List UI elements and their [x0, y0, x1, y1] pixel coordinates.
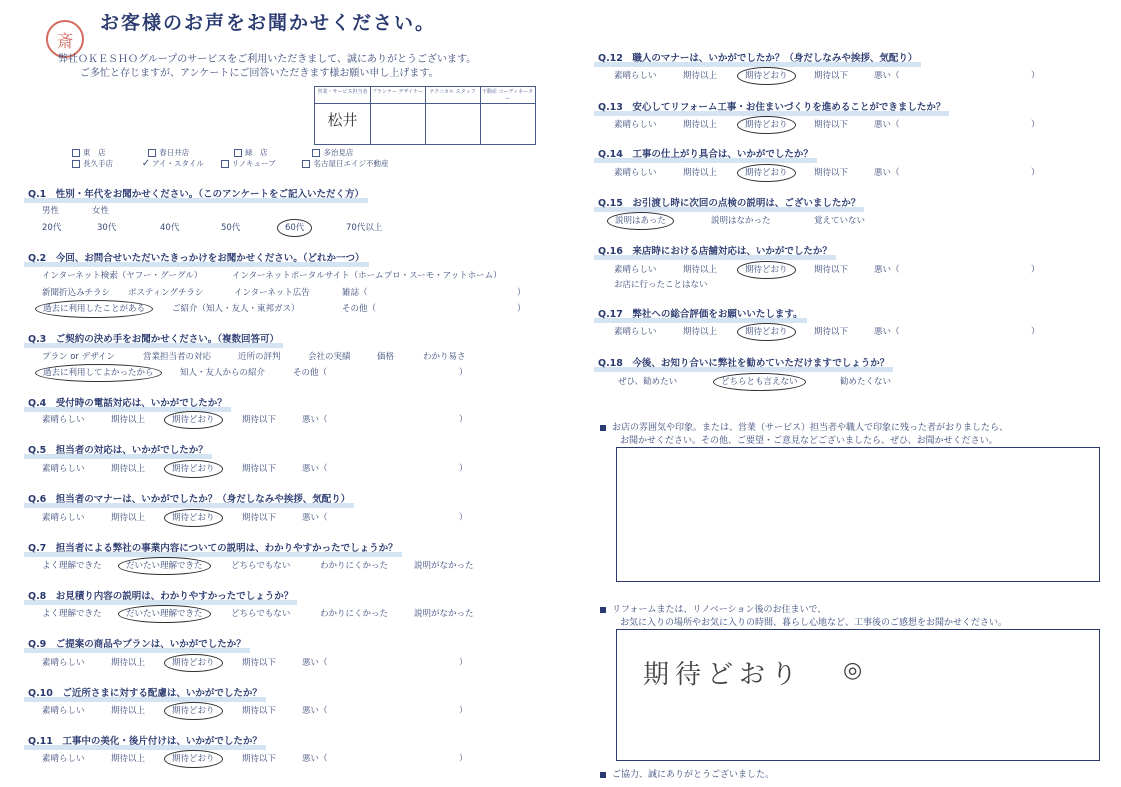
q6-option-selected[interactable]: 期待どおり [171, 511, 216, 523]
q10-option[interactable]: 悪い（ [302, 706, 328, 716]
staff-col-planner [370, 87, 426, 144]
question-q15: Q.15 お引渡し時に次回の点検の説明は、ございましたか？ [598, 195, 860, 209]
q9-option-selected[interactable]: 期待どおり [171, 656, 216, 668]
q6-option[interactable]: 悪い（ [302, 513, 328, 523]
footer-thanks: ご協力、誠にありがとうございました。 [600, 767, 774, 780]
q17-option[interactable]: 期待以上 [683, 327, 718, 337]
q5-option[interactable]: 悪い（ [302, 464, 328, 474]
q9-option[interactable]: 素晴らしい [42, 658, 85, 668]
q1-option[interactable]: 30代 [97, 223, 117, 233]
question-q1: Q.1 性別・年代をお聞かせください。（このアンケートをご記入いただく方） [28, 186, 364, 200]
question-q2: Q.2 今回、お問合せいただいたきっかけをお聞かせください。（どれか一つ） [28, 250, 365, 264]
question-q14: Q.14 工事の仕上がり具合は、いかがでしたか？ [598, 146, 813, 160]
paren: ） [1031, 71, 1040, 81]
q3-option[interactable]: 営業担当者の対応 [143, 352, 212, 362]
q12-option[interactable]: 期待以下 [814, 71, 849, 81]
q2-option[interactable]: 新聞折込みチラシ [42, 288, 111, 298]
q10-option-selected[interactable]: 期待どおり [171, 704, 216, 716]
staff-col-realestate [480, 87, 535, 144]
q6-option[interactable]: 期待以上 [111, 513, 146, 523]
question-q4: Q.4 受付時の電話対応は、いかがでしたか？ [28, 395, 227, 409]
q3-option[interactable]: 価格 [377, 352, 395, 362]
q7-option[interactable]: どちらでもない [231, 561, 291, 571]
q18-option-selected[interactable]: どちらとも言えない [720, 375, 799, 387]
intro-line-1: 弊社ＯＫＥＳＨＯグループのサービスをご利用いただきまして、誠にありがとうございます。 [58, 54, 477, 65]
q12-option[interactable]: 素晴らしい [614, 71, 657, 81]
q15-option[interactable]: 覚えていない [814, 216, 866, 226]
q16-option-selected[interactable]: 期待どおり [744, 263, 789, 275]
q3-option[interactable]: その他（ [293, 368, 328, 378]
q1-option[interactable]: 女性 [92, 206, 110, 216]
question-q5: Q.5 担当者の対応は、いかがでしたか？ [28, 442, 208, 456]
comment2-prompt-2: お気に入りの場所やお気に入りの時間、暮らし心地など、工事後のご感想をお聞かせください。 [620, 618, 1008, 628]
question-q18: Q.18 今後、お知り合いに弊社を勧めていただけますでしょうか？ [598, 355, 889, 369]
q16-option[interactable]: お店に行ったことはない [614, 280, 708, 290]
q13-option[interactable]: 期待以上 [683, 120, 718, 130]
q3-option[interactable]: 会社の実績 [308, 352, 351, 362]
q14-option[interactable]: 悪い（ [874, 168, 900, 178]
paren: ） [459, 754, 468, 764]
q9-option[interactable]: 期待以上 [111, 658, 146, 668]
square-bullet-icon [600, 425, 606, 431]
q1-option[interactable]: 40代 [160, 223, 180, 233]
question-q3: Q.3 ご契約の決め手をお聞かせください。（複数回答可） [28, 331, 279, 345]
q7-option[interactable]: よく理解できた [42, 561, 102, 571]
q16-option[interactable]: 期待以下 [814, 265, 849, 275]
q12-option[interactable]: 期待以上 [683, 71, 718, 81]
q14-option[interactable]: 素晴らしい [614, 168, 657, 178]
q8-option-selected[interactable]: だいたい理解できた [125, 607, 204, 619]
q3-option-selected[interactable]: 過去に利用してよかったから [42, 366, 155, 378]
store-label: 多治見店 [323, 148, 354, 157]
q11-option-selected[interactable]: 期待どおり [171, 752, 216, 764]
staff-table [314, 86, 536, 145]
comment2-mark: ◎ [843, 658, 863, 683]
store-label: 名古屋日エイジ不動産 [313, 159, 389, 168]
q2-option-selected[interactable]: 過去に利用したことがある [42, 302, 146, 314]
q9-option[interactable]: 期待以下 [242, 658, 277, 668]
q11-option[interactable]: 期待以上 [111, 754, 146, 764]
q4-option[interactable]: 期待以下 [242, 415, 277, 425]
paren: ） [459, 658, 468, 668]
comment2-prompt: リフォームまたは、リノベーション後のお住まいで、 [600, 602, 826, 615]
q2-option[interactable]: インターネットポータルサイト（ホームプロ・スーモ・アットホーム） [232, 271, 502, 281]
paren: ） [1031, 327, 1040, 337]
store-label: リノキューブ [231, 159, 276, 168]
checkbox[interactable] [72, 160, 80, 168]
checkbox[interactable] [72, 149, 80, 157]
q10-option[interactable]: 期待以上 [111, 706, 146, 716]
question-q13: Q.13 安心してリフォーム工事・お住まいづくりを進めることができましたか？ [598, 99, 945, 113]
paren: ） [459, 464, 468, 474]
q17-option[interactable]: 素晴らしい [614, 327, 657, 337]
question-q8: Q.8 お見積り内容の説明は、わかりやすかったでしょうか？ [28, 588, 293, 602]
q13-option[interactable]: 悪い（ [874, 120, 900, 130]
store-label: 長久手店 [83, 159, 113, 168]
q7-option[interactable]: 説明がなかった [414, 561, 474, 571]
checkbox[interactable] [302, 160, 310, 168]
q4-option[interactable]: 素晴らしい [42, 415, 85, 425]
q2-option[interactable]: ポスティングチラシ [128, 288, 204, 298]
intro-line-2: ご多忙と存じますが、アンケートにご回答いただきます様お願い申し上げます。 [80, 68, 439, 79]
q4-option[interactable]: 期待以上 [111, 415, 146, 425]
staff-value [425, 104, 480, 109]
paren: ） [459, 706, 468, 716]
q11-option[interactable]: 素晴らしい [42, 754, 85, 764]
staff-col-sales [315, 87, 371, 144]
staff-header: プランナー デザイナー [370, 87, 425, 104]
q3-option[interactable]: プラン or デザイン [42, 352, 116, 362]
square-bullet-icon [600, 772, 606, 778]
question-q6: Q.6 担当者のマナーは、いかがでしたか？（身だしなみや挨拶、気配り） [28, 491, 350, 505]
staff-value [480, 104, 535, 109]
store-label: 春日井店 [159, 148, 190, 157]
q17-option-selected[interactable]: 期待どおり [744, 325, 789, 337]
q13-option-selected[interactable]: 期待どおり [744, 118, 789, 130]
q13-option[interactable]: 素晴らしい [614, 120, 657, 130]
q5-option-selected[interactable]: 期待どおり [171, 462, 216, 474]
paren: ） [517, 288, 526, 298]
staff-header: 営業・サービス担当者 [315, 87, 370, 104]
q3-option[interactable]: 近所の評判 [238, 352, 281, 362]
q10-option[interactable]: 素晴らしい [42, 706, 85, 716]
q1-option-selected[interactable]: 60代 [284, 221, 305, 233]
store-row-1 [72, 147, 353, 158]
q8-option[interactable]: わかりにくかった [320, 609, 389, 619]
q1-option[interactable]: 20代 [42, 223, 62, 233]
q3-option[interactable]: わかり易さ [423, 352, 466, 362]
checkbox[interactable] [148, 149, 156, 157]
seal-stamp: 斎 [46, 20, 84, 58]
q4-option-selected[interactable]: 期待どおり [171, 413, 216, 425]
checkmark-icon: ✓ [141, 158, 151, 169]
q9-option[interactable]: 悪い（ [302, 658, 328, 668]
paren: ） [459, 513, 468, 523]
checkbox[interactable] [234, 149, 242, 157]
q1-option[interactable]: 50代 [221, 223, 241, 233]
q17-option[interactable]: 悪い（ [874, 327, 900, 337]
comment1-prompt-2: お聞かせください。その他、ご要望・ご意見などございましたら、ぜひ、お聞かせください。 [620, 436, 998, 446]
q2-option[interactable]: インターネット検索（ヤフー・グーグル） [42, 271, 203, 281]
q2-option[interactable]: 雑誌（ [342, 288, 368, 298]
store-label: 緑 店 [245, 148, 268, 157]
staff-value [370, 104, 425, 109]
q5-option[interactable]: 期待以上 [111, 464, 146, 474]
question-q9: Q.9 ご提案の商品やプランは、いかがでしたか？ [28, 636, 246, 650]
q1-option[interactable]: 70代以上 [346, 223, 383, 233]
store-label: アイ・スタイル [152, 159, 204, 168]
paren: ） [517, 304, 526, 314]
question-q7: Q.7 担当者による弊社の事業内容についての説明は、わかりやすかったでしょうか？ [28, 540, 398, 554]
checkbox[interactable] [221, 160, 229, 168]
page-title: お客様のお声をお聞かせください。 [100, 12, 437, 34]
q16-option[interactable]: 期待以上 [683, 265, 718, 275]
q2-option[interactable]: ご紹介（知人・友人・東邦ガス） [172, 304, 300, 314]
comment1-prompt: お店の雰囲気や印象。または、営業（サービス）担当者や職人で印象に残った者がおりましたら、 [600, 420, 1008, 433]
q5-option[interactable]: 素晴らしい [42, 464, 85, 474]
comment2-box[interactable] [616, 629, 1100, 761]
q17-option[interactable]: 期待以下 [814, 327, 849, 337]
staff-col-technical [425, 87, 481, 144]
q14-option[interactable]: 期待以上 [683, 168, 718, 178]
q16-option[interactable]: 素晴らしい [614, 265, 657, 275]
q14-option[interactable]: 期待以下 [814, 168, 849, 178]
question-q16: Q.16 来店時における店舗対応は、いかがでしたか？ [598, 243, 832, 257]
q7-option[interactable]: わかりにくかった [320, 561, 389, 571]
square-bullet-icon [600, 607, 606, 613]
q14-option-selected[interactable]: 期待どおり [744, 166, 789, 178]
comment1-box[interactable] [616, 447, 1100, 582]
q18-option[interactable]: ぜひ、勧めたい [618, 377, 678, 387]
q8-option[interactable]: よく理解できた [42, 609, 102, 619]
q3-option[interactable]: 知人・友人からの紹介 [180, 368, 266, 378]
paren: ） [459, 368, 468, 378]
q15-option-selected[interactable]: 説明はあった [614, 214, 667, 226]
staff-value: 松井 [327, 111, 358, 129]
paren: ） [1031, 265, 1040, 275]
q8-option[interactable]: どちらでもない [231, 609, 291, 619]
q15-option[interactable]: 説明はなかった [711, 216, 771, 226]
paren: ） [1031, 168, 1040, 178]
q5-option[interactable]: 期待以下 [242, 464, 277, 474]
q2-option[interactable]: インターネット広告 [234, 288, 310, 298]
q12-option-selected[interactable]: 期待どおり [744, 69, 789, 81]
q7-option-selected[interactable]: だいたい理解できた [125, 559, 204, 571]
comment2-answer: 期待どおり [643, 660, 804, 690]
q11-option[interactable]: 悪い（ [302, 754, 328, 764]
paren: ） [459, 415, 468, 425]
q12-option[interactable]: 悪い（ [874, 71, 900, 81]
q6-option[interactable]: 素晴らしい [42, 513, 85, 523]
question-q11: Q.11 工事中の美化・後片付けは、いかがでしたか？ [28, 733, 262, 747]
staff-header: テクニカル スタッフ [425, 87, 480, 104]
q10-option[interactable]: 期待以下 [242, 706, 277, 716]
q4-option[interactable]: 悪い（ [302, 415, 328, 425]
question-q17: Q.17 弊社への総合評価をお願いいたします。 [598, 306, 803, 320]
checkbox[interactable] [312, 149, 320, 157]
q16-option[interactable]: 悪い（ [874, 265, 900, 275]
question-q10: Q.10 ご近所さまに対する配慮は、いかがでしたか？ [28, 685, 262, 699]
store-row-2 [72, 158, 388, 169]
store-label: 東 店 [83, 148, 106, 157]
q2-option[interactable]: その他（ [342, 304, 377, 314]
q13-option[interactable]: 期待以下 [814, 120, 849, 130]
q18-option[interactable]: 勧めたくない [840, 377, 892, 387]
question-q12: Q.12 職人のマナーは、いかがでしたか？（身だしなみや挨拶、気配り） [598, 50, 917, 64]
q8-option[interactable]: 説明がなかった [414, 609, 474, 619]
paren: ） [1031, 120, 1040, 130]
q6-option[interactable]: 期待以下 [242, 513, 277, 523]
staff-header: 不動産 コーディネーター [481, 89, 534, 102]
q1-option[interactable]: 男性 [42, 206, 60, 216]
q11-option[interactable]: 期待以下 [242, 754, 277, 764]
